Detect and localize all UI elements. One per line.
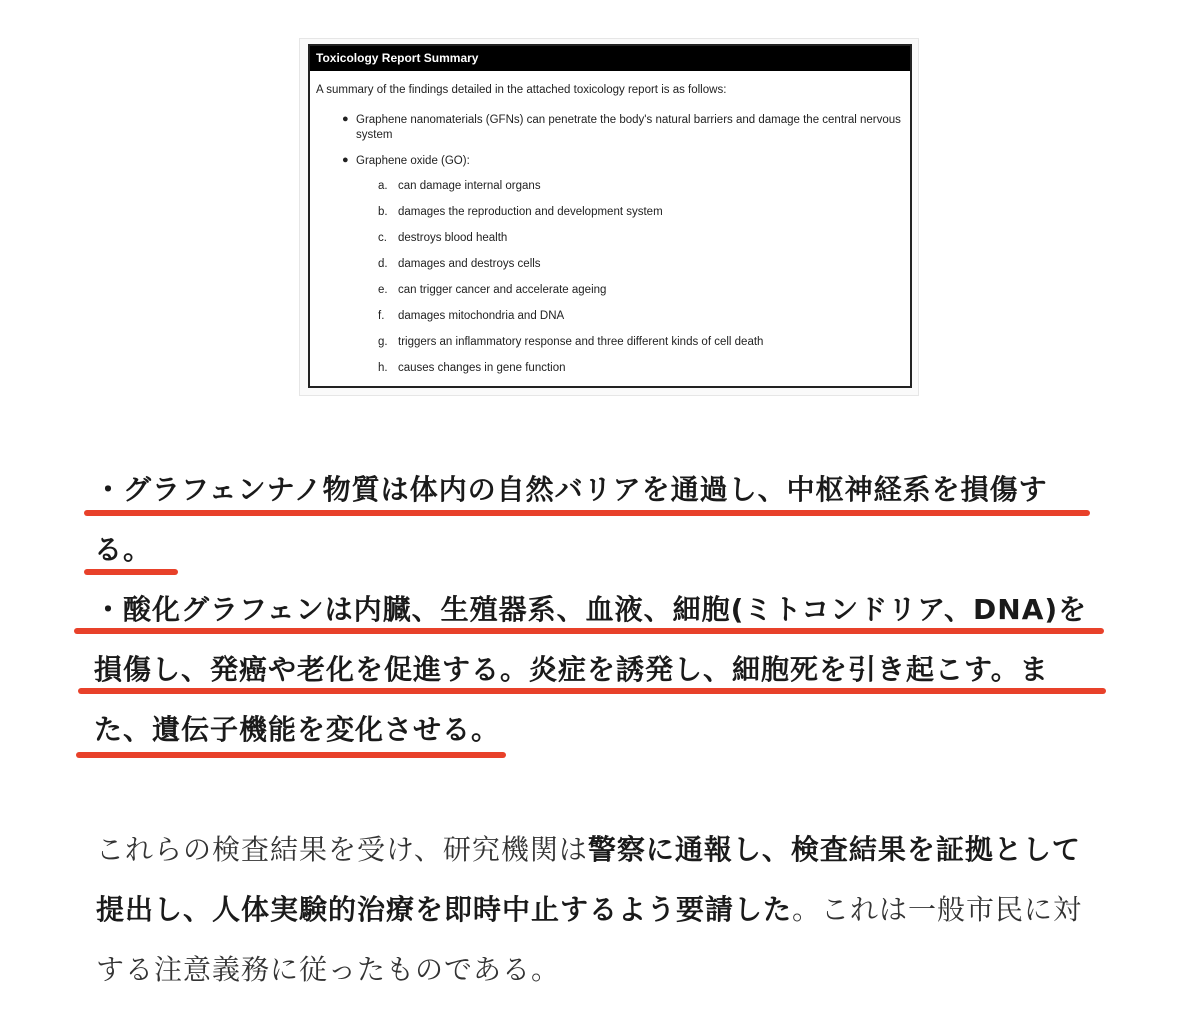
paragraph-emphasis: 提出し、人体実験的治療を即時中止するよう要請した <box>96 893 793 926</box>
paragraph-line <box>96 948 560 988</box>
highlight-line: ・酸化グラフェンは内臓、生殖器系、血液、細胞(ミトコンドリア、DNA)を <box>94 593 1088 626</box>
red-underline <box>84 510 1090 516</box>
red-underline <box>78 688 1106 694</box>
red-underline <box>74 628 1104 634</box>
highlight-line: た、遺伝子機能を変化させる。 <box>94 713 501 746</box>
bullet-text: Graphene oxide (GO): <box>356 155 470 167</box>
report-sub-item <box>378 362 566 374</box>
paragraph-text: 。これは一般市民に対 <box>792 893 1083 926</box>
paragraph-text: する注意義務に従ったものである。 <box>96 953 561 986</box>
paragraph-line <box>96 888 1082 928</box>
paragraph-line <box>96 828 1081 868</box>
sub-item-letter: f. <box>378 310 385 322</box>
bullet-text: Graphene nanomaterials (GFNs) can penetrate the body's natural barriers and damage the central nervous system <box>356 114 901 141</box>
report-sub-item <box>378 232 507 244</box>
bullet-dot-icon: ● <box>342 154 349 166</box>
paragraph-emphasis: 警察に通報し、検査結果を証拠として <box>587 833 1081 866</box>
sub-item-text: can trigger cancer and accelerate ageing <box>398 284 607 296</box>
highlight-line: ・グラフェンナノ物質は体内の自然バリアを通過し、中枢神経系を損傷す <box>94 473 1048 506</box>
report-box <box>308 44 912 388</box>
sub-item-text: damages the reproduction and development system <box>398 206 663 218</box>
paragraph-text: これらの検査結果を受け、研究機関は <box>96 833 588 866</box>
report-sub-item <box>378 310 564 322</box>
highlight-line: 損傷し、発癌や老化を促進する。炎症を誘発し、細胞死を引き起こす。ま <box>94 653 1049 686</box>
red-underline <box>84 569 178 575</box>
report-title: Toxicology Report Summary <box>310 46 910 71</box>
sub-item-letter: h. <box>378 362 388 374</box>
toxicology-report-image <box>299 38 919 396</box>
report-sub-item <box>378 180 541 192</box>
bullet-dot-icon: ● <box>342 113 349 125</box>
sub-item-letter: d. <box>378 258 388 270</box>
sub-item-text: damages and destroys cells <box>398 258 541 270</box>
sub-item-text: can damage internal organs <box>398 180 541 192</box>
red-underline <box>76 752 506 758</box>
sub-item-letter: e. <box>378 284 388 296</box>
sub-item-text: destroys blood health <box>398 232 508 244</box>
sub-item-letter: a. <box>378 180 388 192</box>
report-sub-item <box>378 284 606 296</box>
sub-item-text: causes changes in gene function <box>398 362 566 374</box>
report-sub-item <box>378 336 763 348</box>
sub-item-text: damages mitochondria and DNA <box>398 310 565 322</box>
report-sub-item <box>378 258 541 270</box>
report-sub-item <box>378 206 663 218</box>
sub-item-text: triggers an inflammatory response and three different kinds of cell death <box>398 336 764 348</box>
report-intro: A summary of the findings detailed in the attached toxicology report is as follows: <box>316 84 727 96</box>
highlight-line: る。 <box>94 533 153 566</box>
sub-item-letter: b. <box>378 206 388 218</box>
sub-item-letter: c. <box>378 232 387 244</box>
sub-item-letter: g. <box>378 336 388 348</box>
